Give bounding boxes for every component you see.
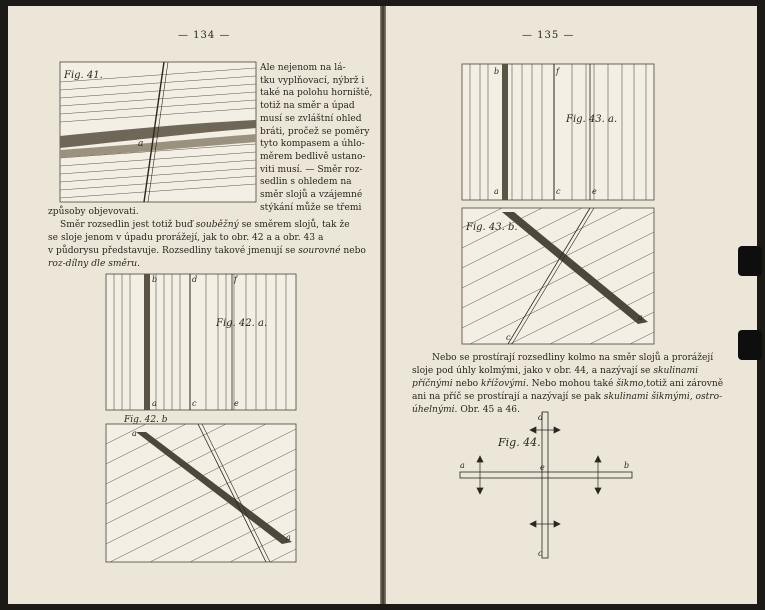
binder-clip-bottom bbox=[738, 330, 762, 360]
svg-text:a: a bbox=[638, 313, 643, 322]
fig43b-label: Fig. 43. b. bbox=[466, 222, 518, 233]
svg-text:a: a bbox=[152, 399, 157, 408]
page-number-left: — 134 — bbox=[178, 30, 231, 41]
svg-text:f: f bbox=[234, 275, 237, 284]
figure-43a bbox=[462, 64, 654, 200]
svg-text:d: d bbox=[192, 275, 198, 284]
svg-text:c: c bbox=[506, 333, 511, 342]
right-body-line-1: Nebo se prostírají rozsedliny kolmo na směr slojů a prorážejí bbox=[432, 353, 714, 363]
side-line-5: musí se zvláštní ohled bbox=[260, 113, 362, 124]
body-line-3: se sloje jenom v úpadu prorážejí, jak to obr. 42 a a obr. 43 a bbox=[48, 233, 324, 243]
side-line-9: viti musí. — Směr roz- bbox=[260, 164, 363, 175]
side-line-8: měrem bedlivě ustano- bbox=[260, 151, 366, 162]
right-page bbox=[386, 6, 757, 604]
side-line-12: stýkání může se třemi bbox=[260, 202, 362, 213]
side-line-3: také na polohu horniště, bbox=[260, 88, 373, 99]
figure-43b bbox=[462, 208, 654, 344]
svg-text:a: a bbox=[494, 187, 499, 196]
side-line-6: bráti, pročež se poměry bbox=[260, 126, 370, 137]
svg-text:e: e bbox=[592, 187, 597, 196]
svg-text:f: f bbox=[556, 67, 559, 76]
side-line-1: Ale nejenom na lá- bbox=[260, 63, 346, 73]
side-line-4: totiž na směr a úpad bbox=[260, 101, 355, 112]
body-line-2: Směr rozsedlin jest totiž buď souběžný se směrem slojů, tak že bbox=[60, 220, 350, 230]
svg-text:a: a bbox=[460, 461, 465, 470]
figure-42b bbox=[106, 415, 296, 562]
right-body-line-4: ani na příč se prostírají a nazývají se pak skulinami šikmými, ostro- bbox=[412, 392, 723, 402]
svg-text:e: e bbox=[234, 399, 239, 408]
figure-42a bbox=[106, 274, 296, 410]
side-line-11: směr slojů a vzájemné bbox=[260, 190, 363, 200]
right-body-line-2: sloje pod úhly kolmými, jako v obr. 44, a nazývají se skulinami bbox=[412, 366, 698, 376]
fig42a-label: Fig. 42. a. bbox=[216, 318, 268, 329]
svg-text:c: c bbox=[192, 399, 197, 408]
fig41-label: Fig. 41. bbox=[64, 70, 103, 81]
fig41-letter-a: a bbox=[138, 139, 144, 149]
svg-text:d: d bbox=[538, 413, 544, 422]
fig44-label: Fig. 44. bbox=[498, 436, 541, 449]
svg-text:a: a bbox=[286, 533, 291, 542]
side-line-10: sedlin s ohledem na bbox=[260, 177, 352, 188]
figure-44 bbox=[458, 410, 650, 560]
svg-text:b: b bbox=[624, 461, 630, 470]
fig43a-label: Fig. 43. a. bbox=[566, 114, 618, 125]
svg-text:a: a bbox=[132, 429, 137, 438]
side-line-7: tyto kompasem a úhlo- bbox=[260, 139, 365, 150]
body-line-4: v půdorysu představuje. Rozsedliny takové jmenují se sourovné nebo bbox=[48, 246, 366, 256]
right-body-line-5: úhelnými. Obr. 45 a 46. bbox=[412, 405, 520, 415]
figure-41 bbox=[60, 62, 256, 202]
binder-clip-top bbox=[738, 246, 762, 276]
svg-text:b: b bbox=[152, 275, 158, 284]
fig42b-label: Fig. 42. b bbox=[124, 415, 168, 425]
left-page bbox=[8, 6, 380, 604]
svg-text:c: c bbox=[556, 187, 561, 196]
svg-text:b: b bbox=[494, 67, 500, 76]
body-line-5: roz-dílny dle směru. bbox=[48, 259, 140, 269]
svg-text:e: e bbox=[540, 463, 545, 472]
side-line-2: tku vyplňovací, nýbrž i bbox=[260, 75, 365, 86]
page-number-right: — 135 — bbox=[522, 30, 575, 41]
svg-text:c: c bbox=[538, 549, 543, 558]
right-body-line-3: příčnými nebo křížovými. Nebo mohou také šikmo,totiž ani zárovně bbox=[412, 379, 724, 389]
body-line-1: způsoby objevovati. bbox=[48, 207, 139, 217]
